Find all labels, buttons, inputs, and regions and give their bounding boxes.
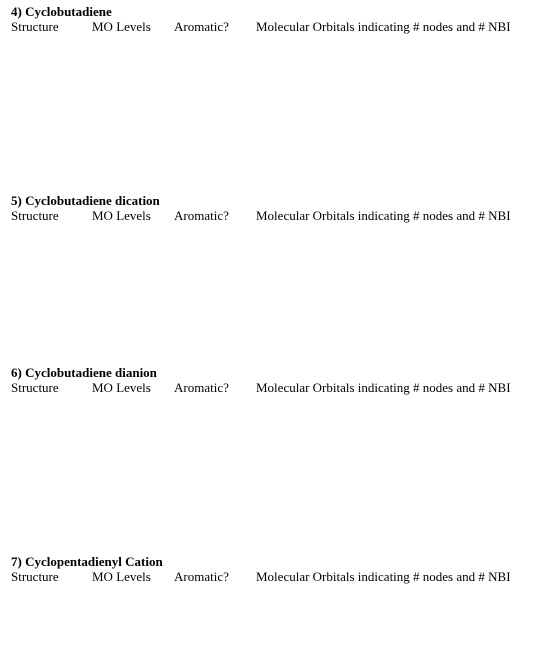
section-title: 7) Cyclopentadienyl Cation xyxy=(11,554,163,569)
section-cyclopentadienyl-cation xyxy=(11,554,551,585)
section-title: 6) Cyclobutadiene dianion xyxy=(11,365,157,380)
header-aromatic: Aromatic? xyxy=(174,19,229,34)
header-molecular-orbitals: Molecular Orbitals indicating # nodes and # NBI xyxy=(256,19,511,34)
column-headers xyxy=(11,19,551,35)
header-structure: Structure xyxy=(11,569,59,584)
header-aromatic: Aromatic? xyxy=(174,208,229,223)
header-mo-levels: MO Levels xyxy=(92,569,151,584)
section-cyclobutadiene xyxy=(11,4,551,35)
section-cyclobutadiene-dication xyxy=(11,193,551,224)
header-molecular-orbitals: Molecular Orbitals indicating # nodes and # NBI xyxy=(256,569,511,584)
section-title: 4) Cyclobutadiene xyxy=(11,4,112,19)
header-structure: Structure xyxy=(11,19,59,34)
header-structure: Structure xyxy=(11,380,59,395)
header-mo-levels: MO Levels xyxy=(92,380,151,395)
column-headers xyxy=(11,380,551,396)
section-title: 5) Cyclobutadiene dication xyxy=(11,193,160,208)
header-molecular-orbitals: Molecular Orbitals indicating # nodes and # NBI xyxy=(256,380,511,395)
header-molecular-orbitals: Molecular Orbitals indicating # nodes and # NBI xyxy=(256,208,511,223)
column-headers xyxy=(11,208,551,224)
header-mo-levels: MO Levels xyxy=(92,19,151,34)
header-structure: Structure xyxy=(11,208,59,223)
header-aromatic: Aromatic? xyxy=(174,569,229,584)
header-aromatic: Aromatic? xyxy=(174,380,229,395)
header-mo-levels: MO Levels xyxy=(92,208,151,223)
section-cyclobutadiene-dianion xyxy=(11,365,551,396)
column-headers xyxy=(11,569,551,585)
